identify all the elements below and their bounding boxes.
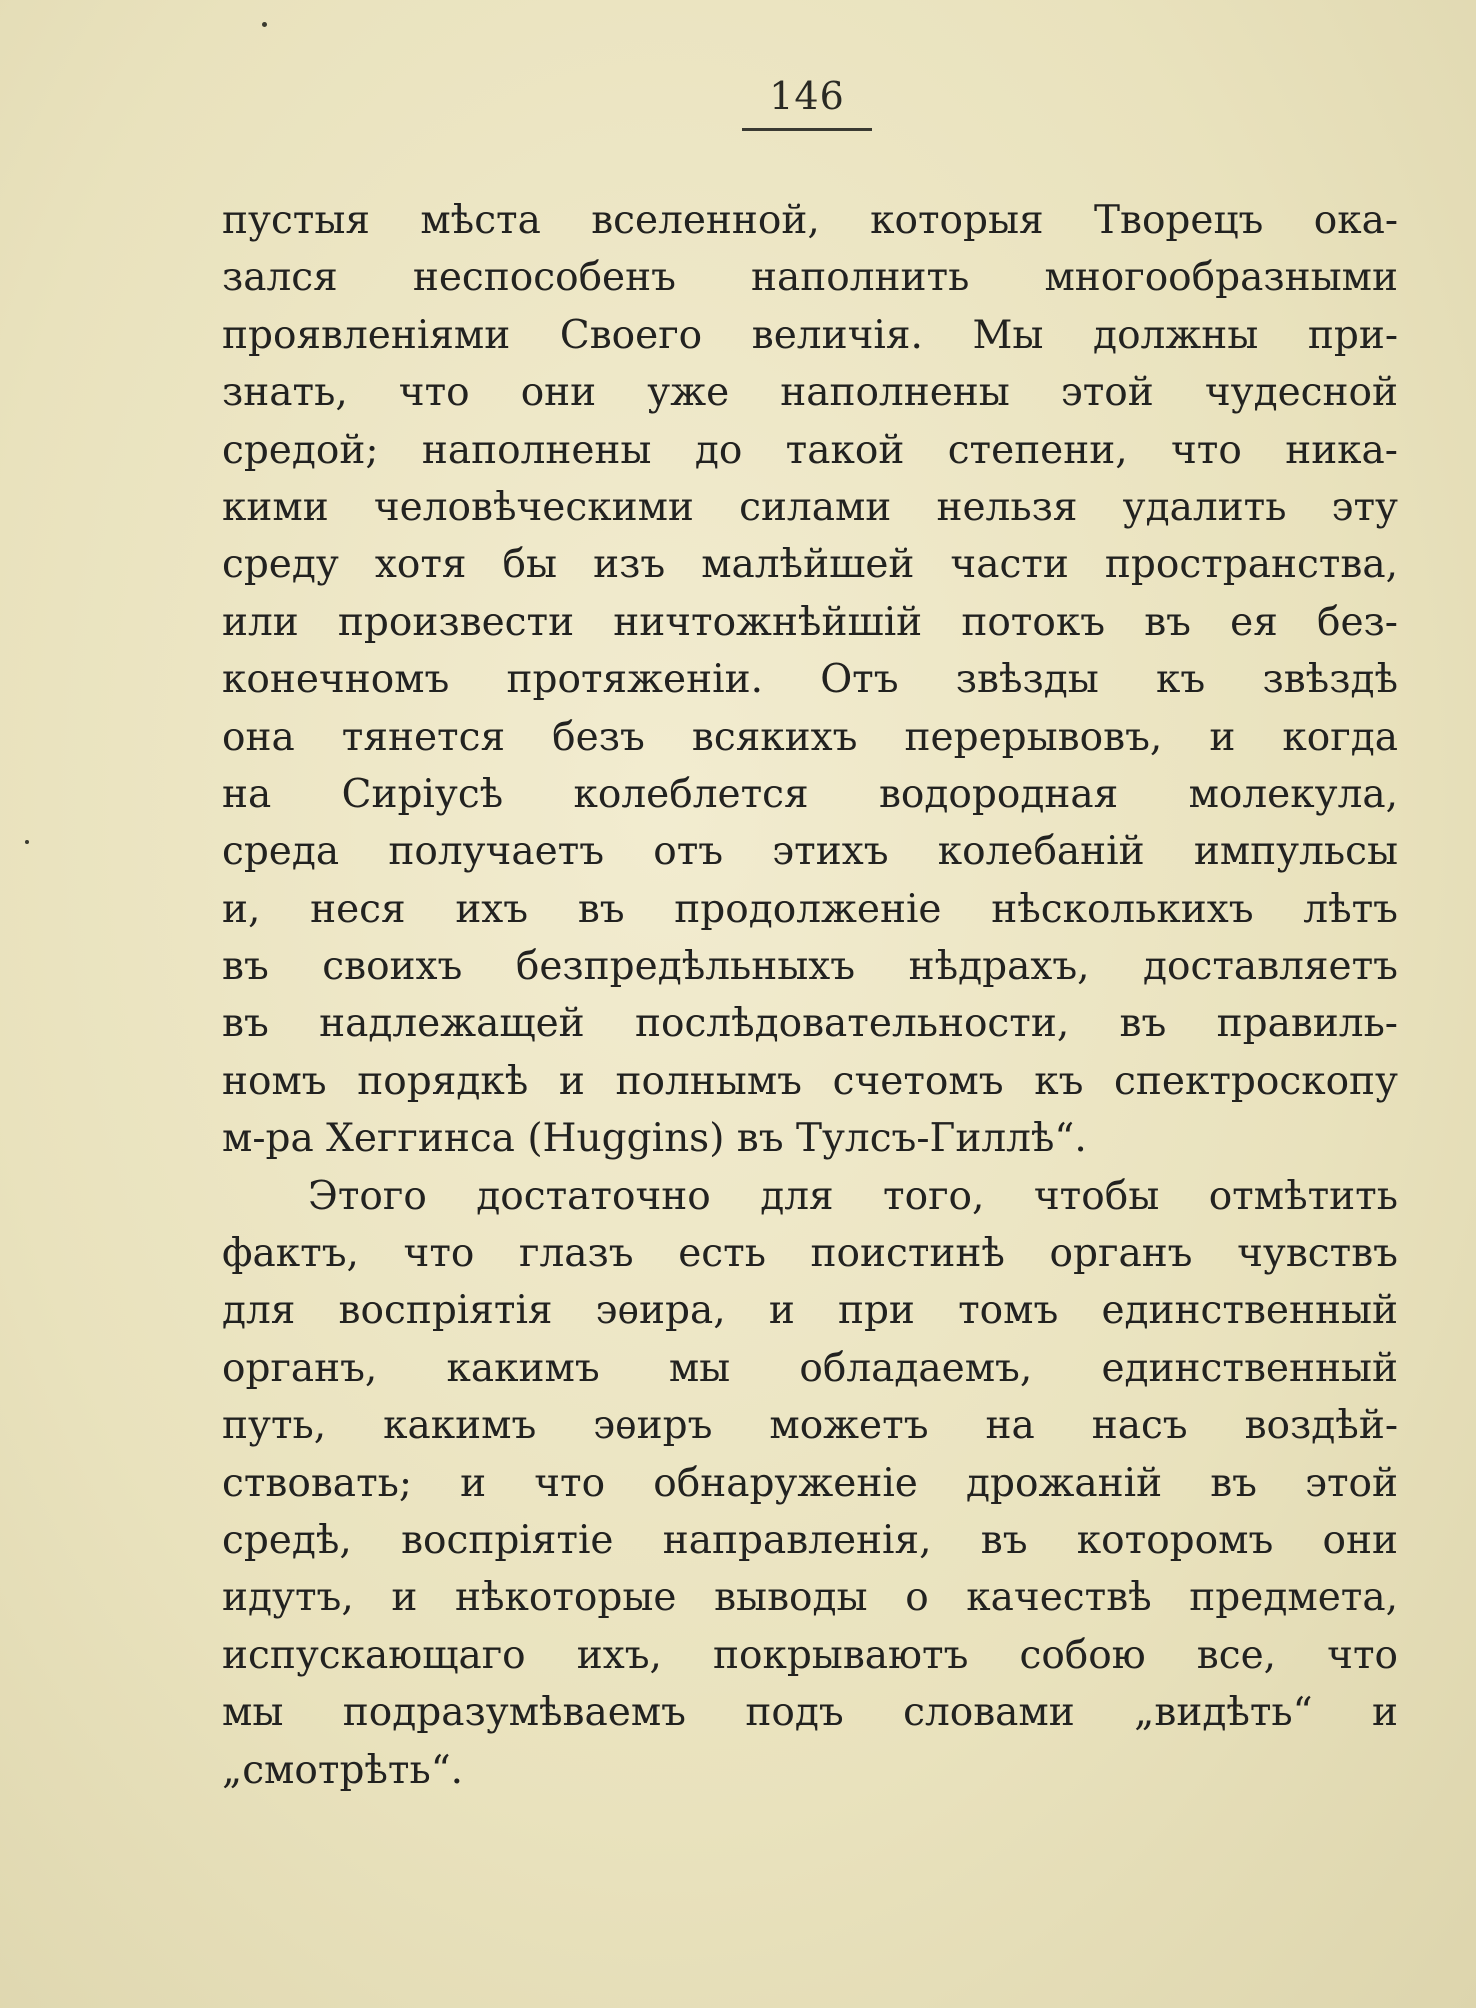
text-line: средѣ, воспріятіе направленія, въ которомъ они [222,1517,1398,1563]
text-line: фактъ, что глазъ есть поистинѣ органъ чувствъ [222,1231,1398,1277]
text-line: испускающаго ихъ, покрываютъ собою все, что [222,1632,1398,1678]
text-line: проявленіями Своего величія. Мы должны при- [222,312,1398,358]
text-line: и, неся ихъ въ продолженіе нѣсколькихъ лѣтъ [222,886,1398,932]
text-line: средой; наполнены до такой степени, что ника- [222,427,1398,473]
text-line: въ надлежащей послѣдовательности, въ правиль- [222,1001,1398,1047]
text-line: знать, что они уже наполнены этой чудесной [222,370,1398,416]
text-line: пустыя мѣста вселенной, которыя Творецъ ока- [222,198,1398,243]
text-line: ствовать; и что обнаруженіе дрожаній въ этой [222,1460,1398,1506]
text-line: для воспріятія эѳира, и при томъ единственный [222,1288,1398,1334]
text-line: м-ра Хеггинса (Huggins) въ Тулсъ-Гиллѣ“. [222,1116,1087,1162]
text-line: органъ, какимъ мы обладаемъ, единственный [222,1345,1398,1391]
text-line: мы подразумѣваемъ подъ словами „видѣть“ и [222,1690,1398,1736]
text-line: путь, какимъ эѳиръ можетъ на насъ воздѣй- [222,1403,1398,1449]
paragraph-first-line: Этого достаточно для того, чтобы отмѣтить [308,1173,1398,1219]
text-line: на Сиріусѣ колеблется водородная молекула, [222,771,1398,817]
text-line: зался неспособенъ наполнить многообразными [222,255,1398,301]
text-line: кими человѣческими силами нельзя удалить эту [222,484,1398,530]
text-line: среда получаетъ отъ этихъ колебаній импульсы [222,829,1398,875]
text-line: номъ порядкѣ и полнымъ счетомъ къ спектроскопу [222,1058,1398,1104]
text-line: или произвести ничтожнѣйшій потокъ въ ея без- [222,599,1398,645]
ink-speck [262,22,267,27]
text-line: среду хотя бы изъ малѣйшей части пространства, [222,542,1398,588]
page-number: 146 [769,74,845,118]
text-line: въ своихъ безпредѣльныхъ нѣдрахъ, доставляетъ [222,944,1398,990]
page-number-rule [742,128,872,131]
body-text [222,192,1398,1799]
text-line: „смотрѣть“. [222,1747,464,1793]
text-line: идутъ, и нѣкоторые выводы о качествѣ предмета, [222,1575,1398,1621]
text-line: конечномъ протяженіи. Отъ звѣзды къ звѣздѣ [222,657,1398,703]
text-line: она тянется безъ всякихъ перерывовъ, и когда [222,714,1398,760]
ink-speck [25,840,29,844]
